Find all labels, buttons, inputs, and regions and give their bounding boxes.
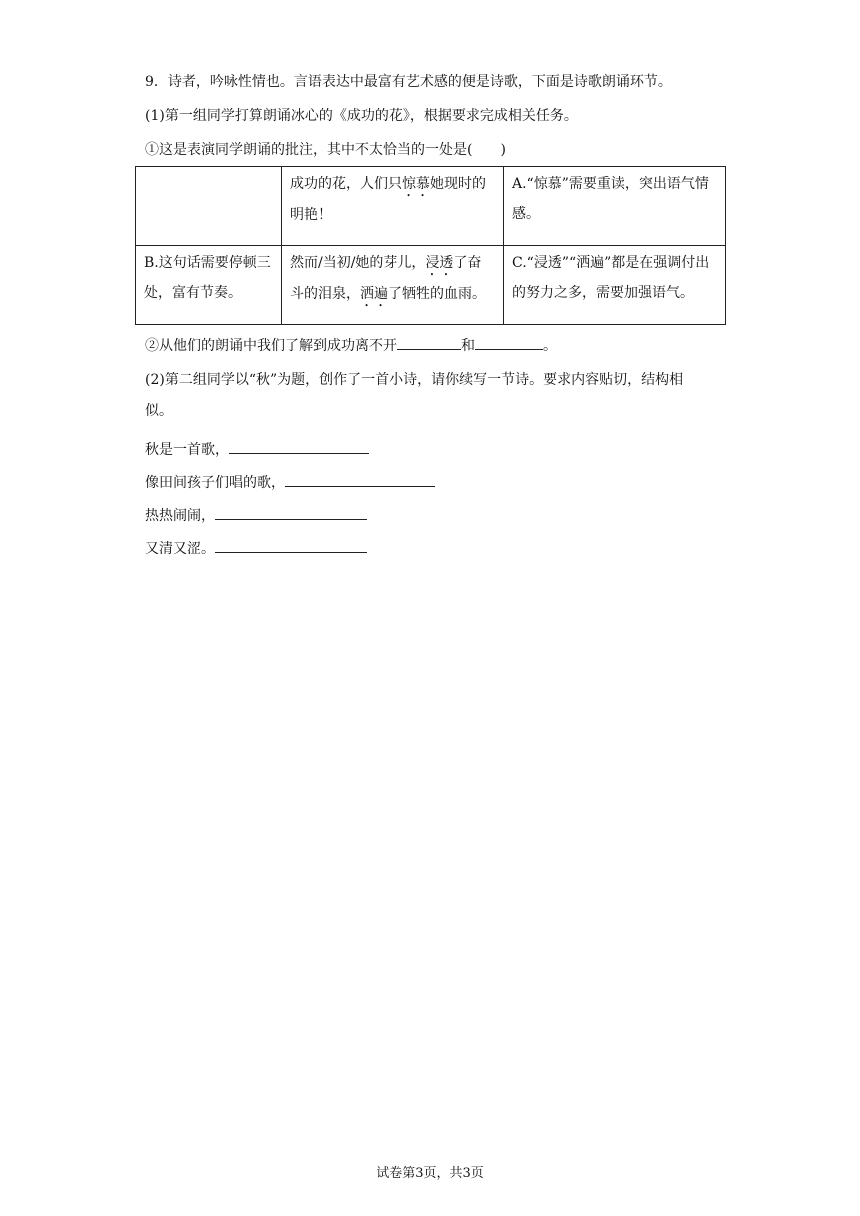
part2-text-continued: 似。: [145, 403, 173, 419]
answer-blank-2[interactable]: [475, 335, 543, 350]
emphasis-text: 洒遍: [360, 286, 388, 302]
option-a: A.“惊慕”需要重读，突出语气情感。: [504, 167, 726, 246]
table-cell-poem-line-1: 成功的花，人们只惊慕她现时的明艳！: [282, 167, 504, 246]
task1-text: ①这是表演同学朗诵的批注，其中不太恰当的一处是( ): [145, 142, 506, 158]
poem-line-2: 像田间孩子们唱的歌，: [145, 472, 435, 493]
poem-line-4: 又清又涩。: [145, 538, 367, 559]
question-intro: 9．诗者，吟咏性情也。言语表达中最富有艺术感的便是诗歌，下面是诗歌朗诵环节。: [145, 74, 672, 90]
emphasis-text: 惊慕: [402, 176, 430, 192]
emphasis-text: 浸透: [425, 255, 454, 271]
table-cell-poem-line-2: 然而/当初/她的芽儿，浸透了奋斗的泪泉，洒遍了牺牲的血雨。: [282, 246, 504, 325]
table-row: [136, 167, 726, 246]
answer-blank-1[interactable]: [397, 335, 461, 350]
option-c: C.“浸透”“洒遍”都是在强调付出的努力之多，需要加强语气。: [504, 246, 726, 325]
answer-blank-5[interactable]: [215, 505, 367, 520]
page-footer: 试卷第3页，共3页: [376, 1166, 484, 1181]
table-cell-empty: [136, 167, 282, 246]
poem-line-1: 秋是一首歌，: [145, 439, 369, 460]
answer-blank-3[interactable]: [229, 439, 369, 454]
answer-blank-6[interactable]: [215, 538, 367, 553]
table-row: [136, 246, 726, 325]
poem-line-3: 热热闹闹，: [145, 505, 367, 526]
part2-text: (2)第二组同学以“秋”为题，创作了一首小诗，请你续写一节诗。要求内容贴切，结构相: [145, 372, 684, 388]
answer-blank-4[interactable]: [285, 472, 435, 487]
part1-text: (1)第一组同学打算朗诵冰心的《成功的花》，根据要求完成相关任务。: [145, 108, 578, 124]
annotation-table: [135, 166, 726, 325]
task2-text: ②从他们的朗诵中我们了解到成功离不开 和 。: [145, 335, 557, 356]
option-b: B.这句话需要停顿三处，富有节奏。: [136, 246, 282, 325]
